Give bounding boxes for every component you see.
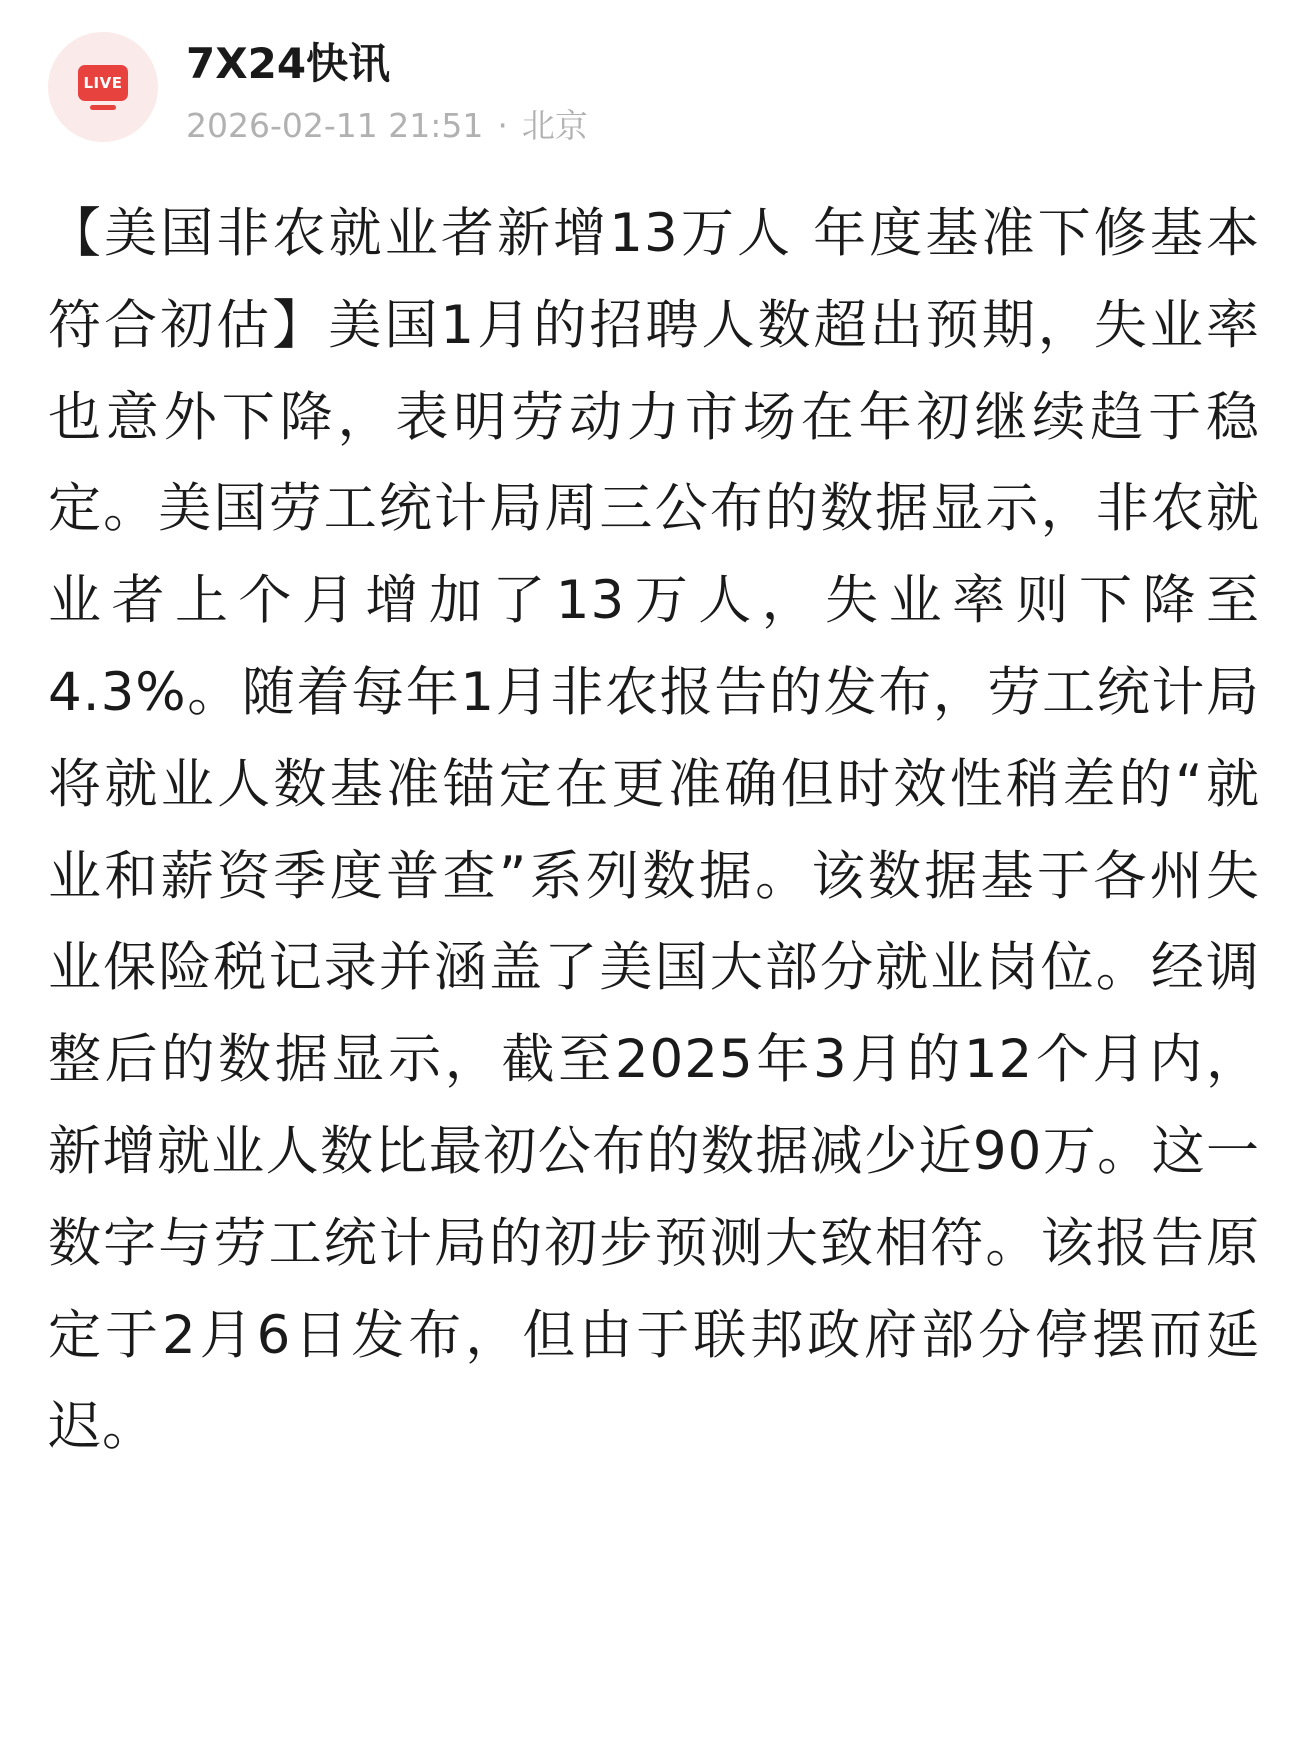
post-location: 北京 bbox=[521, 106, 588, 145]
meta-separator: · bbox=[497, 106, 508, 145]
post-header bbox=[48, 32, 1262, 144]
live-icon-stand bbox=[90, 105, 116, 110]
post-timestamp: 2026-02-11 21:51 bbox=[186, 106, 484, 145]
avatar[interactable] bbox=[48, 32, 158, 142]
article-body: 【美国非农就业者新增13万人 年度基准下修基本符合初估】美国1月的招聘人数超出预期，失业率也意外下降，表明劳动力市场在年初继续趋于稳定。美国劳工统计局周三公布的数据显示，非农就业者上个月增加了13万人，失业率则下降至4.3%。随着每年1月非农报告的发布，劳工统计局将就业人数基准锚定在更准确但时效性稍差的“就业和薪资季度普查”系列数据。该数据基于各州失业保险税记录并涵盖了美国大部分就业岗位。经调整后的数据显示，截至2025年3月的12个月内，新增就业人数比最初公布的数据减少近90万。这一数字与劳工统计局的初步预测大致相符。该报告原定于2月6日发布，但由于联邦政府部分停摆而延迟。 bbox=[48, 203, 1260, 1458]
live-icon: LIVE bbox=[78, 65, 128, 101]
post-meta bbox=[186, 104, 588, 148]
account-name[interactable]: 7X24快讯 bbox=[186, 39, 391, 88]
